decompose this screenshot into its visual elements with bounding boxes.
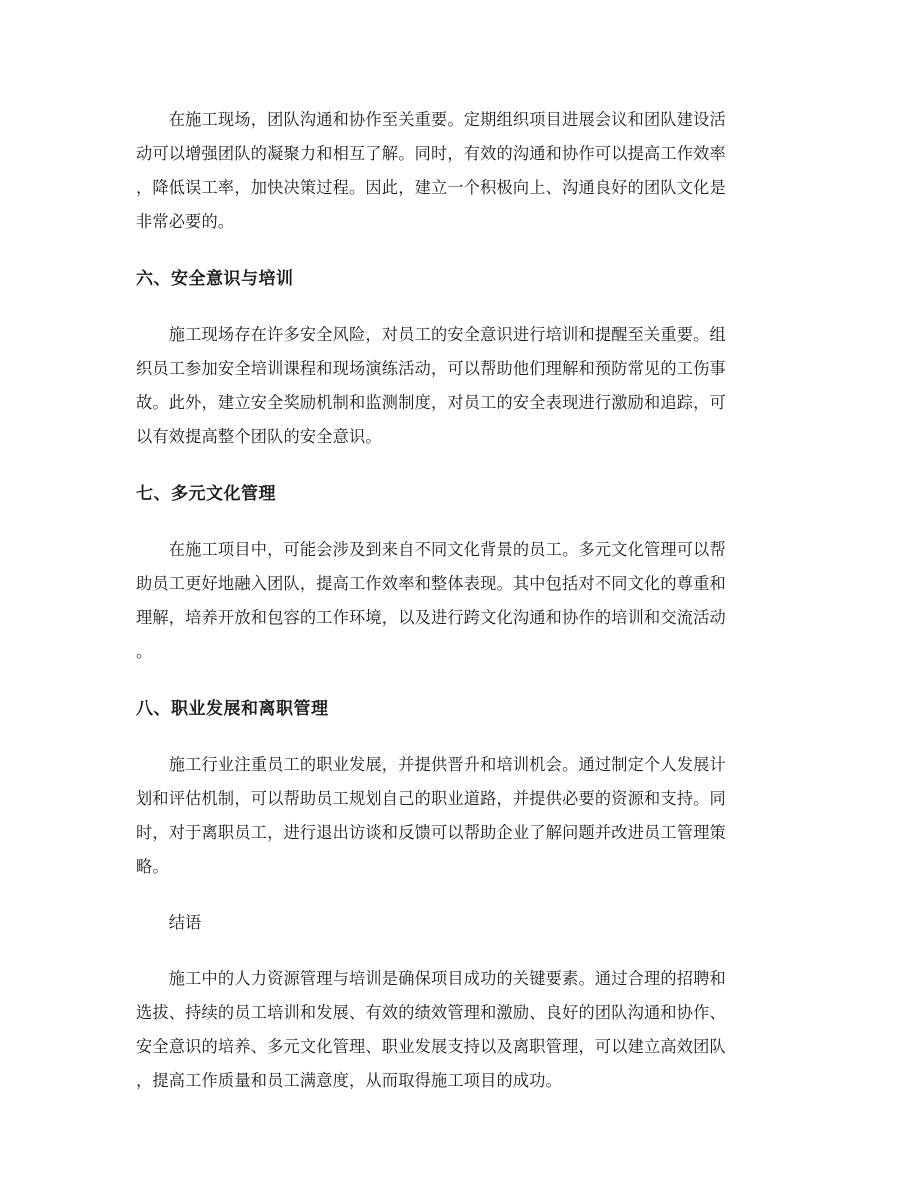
paragraph-line: 。 xyxy=(136,642,153,661)
paragraph-line: 动可以增强团队的凝聚力和相互了解。同时，有效的沟通和协作可以提高工作效率 xyxy=(136,144,726,163)
paragraph-line: 时，对于离职员工，进行退出访谈和反馈可以帮助企业了解问题并改进员工管理策 xyxy=(136,823,726,842)
paragraph-line: 非常必要的。 xyxy=(136,212,235,231)
safety-paragraph xyxy=(136,318,788,454)
paragraph-line: ，提高工作质量和员工满意度，从而取得施工项目的成功。 xyxy=(136,1071,563,1090)
paragraph-line: 安全意识的培养、多元文化管理、职业发展支持以及离职管理，可以建立高效团队 xyxy=(136,1037,726,1056)
section-heading-culture: 七、多元文化管理 xyxy=(136,484,276,504)
culture-paragraph xyxy=(136,533,788,669)
section-heading-safety: 六、安全意识与培训 xyxy=(136,269,294,289)
paragraph-line: ，降低误工率，加快决策过程。因此，建立一个积极向上、沟通良好的团队文化是 xyxy=(136,178,726,197)
conclusion-label xyxy=(136,906,788,940)
conclusion-paragraph xyxy=(136,962,788,1098)
section-heading-career: 八、职业发展和离职管理 xyxy=(136,699,329,719)
conclusion-label-text: 结语 xyxy=(136,913,202,932)
paragraph-line: 划和评估机制，可以帮助员工规划自己的职业道路，并提供必要的资源和支持。同 xyxy=(136,789,726,808)
paragraph-line: 故。此外，建立安全奖励机制和监测制度，对员工的安全表现进行激励和追踪，可 xyxy=(136,393,726,412)
paragraph-line: 在施工项目中，可能会涉及到来自不同文化背景的员工。多元文化管理可以帮 xyxy=(136,540,726,559)
paragraph-line: 施工现场存在许多安全风险，对员工的安全意识进行培训和提醒至关重要。组 xyxy=(136,325,726,344)
paragraph-line: 助员工更好地融入团队，提高工作效率和整体表现。其中包括对不同文化的尊重和 xyxy=(136,574,726,593)
paragraph-line: 略。 xyxy=(136,857,169,876)
paragraph-line: 在施工现场，团队沟通和协作至关重要。定期组织项目进展会议和团队建设活 xyxy=(136,110,726,129)
career-paragraph xyxy=(136,748,788,884)
paragraph-line: 选拔、持续的员工培训和发展、有效的绩效管理和激励、良好的团队沟通和协作、 xyxy=(136,1003,726,1022)
paragraph-line: 织员工参加安全培训课程和现场演练活动，可以帮助他们理解和预防常见的工伤事 xyxy=(136,359,726,378)
paragraph-line: 以有效提高整个团队的安全意识。 xyxy=(136,427,382,446)
paragraph-line: 施工中的人力资源管理与培训是确保项目成功的关键要素。通过合理的招聘和 xyxy=(136,969,726,988)
paragraph-line: 理解，培养开放和包容的工作环境，以及进行跨文化沟通和协作的培训和交流活动 xyxy=(136,608,726,627)
paragraph-line: 施工行业注重员工的职业发展，并提供晋升和培训机会。通过制定个人发展计 xyxy=(136,755,726,774)
document-body xyxy=(136,103,788,1098)
team-communication-paragraph xyxy=(136,103,788,239)
